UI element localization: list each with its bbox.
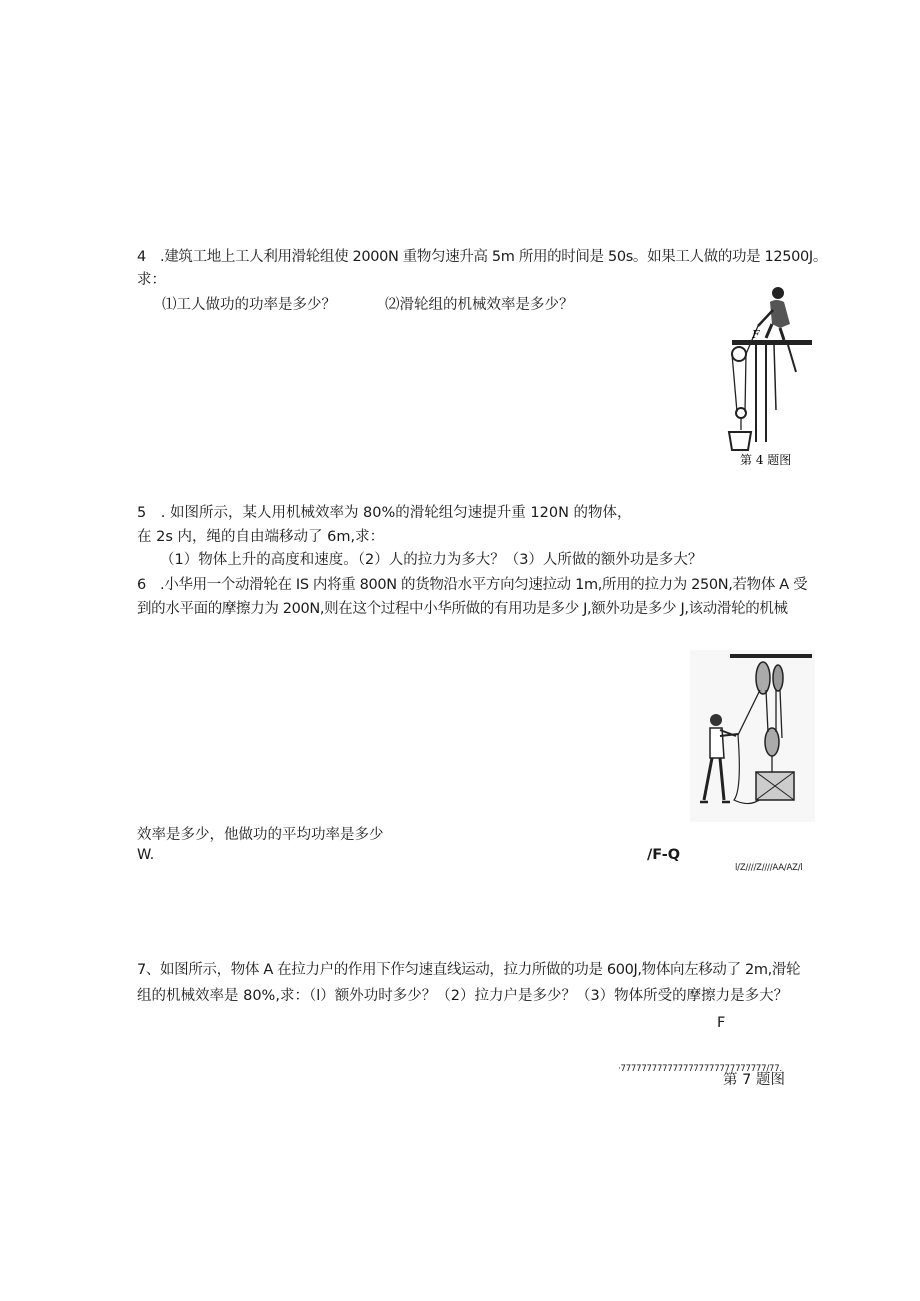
q4-line-2: 求： [137,272,166,288]
q7-line-2: 组的机械效率是 80%,求：（l）额外功时多少？（2）拉力户是多少？（3）物体所受的摩擦力是多大？ [137,988,789,1004]
movable-pulley [765,728,779,756]
q7-line-1: 7、如图所示，物体 A 在拉力户的作用下作匀速直线运动，拉力所做的功是 600J,物体向左移动了 2m,滑轮 [137,962,801,978]
q6-line-3: 效率是多少，他做功的平均功率是多少 [137,827,384,843]
figure-caption: 第 4 题图 [740,453,792,467]
movable-pulley [736,408,746,418]
q7-force-label: F [717,1015,726,1031]
ceiling-beam [730,654,812,658]
scaffold-platform [732,340,812,345]
worker-head [772,287,784,299]
q6-line-1: 6 .小华用一个动滑轮在 IS 内将重 800N 的货物沿水平方向匀速拉动 1m,所用的拉力为 250N,若物体 A 受 [137,577,808,593]
q6-line-2: 到的水平面的摩擦力为 200N,则在这个过程中小华所做的有用功是多少 J,额外功是多少 J,该动滑轮的机械 [137,601,788,617]
q5-line-1: 5 . 如图所示，某人用机械效率为 80%的滑轮组匀速提升重 120N 的物体， [137,505,632,521]
man-head [710,714,722,726]
fixed-pulley [732,347,746,361]
worker-pulley-illustration [718,282,818,472]
q5-line-2: 在 2s 内，绳的自由端移动了 6m,求： [137,529,385,545]
q4-figure [718,282,818,472]
force-label: F [752,328,760,341]
q6-line-4: W. [137,847,155,863]
man-body [710,728,724,758]
fixed-pulley [756,662,770,694]
bucket [729,432,751,450]
q6-figure-label: /F-Q [647,847,681,863]
q6-figure-ground: l/Z////Z////AA/AZ/l [735,863,803,873]
worker-body [770,300,790,328]
q4-sub-question-2: ⑵滑轮组的机械效率是多少？ [385,297,574,313]
q4-line-1: 4 .建筑工地上工人利用滑轮组使 2000N 重物匀速升高 5m 所用的时间是 50s。如果工人做的功是 12500J。 [137,249,827,265]
q6-figure [690,650,815,822]
q7-figure-caption: 第 7 题图 [723,1072,785,1088]
q4-sub-question-1: ⑴工人做功的功率是多少？ [162,297,336,313]
q5-line-3: （1）物体上升的高度和速度。（2）人的拉力为多大？（3）人所做的额外功是多大？ [160,552,703,568]
q7-figure-ground: ·7777777777777777777777777777/77. [618,1064,782,1074]
man-pulling-pulley-illustration [690,650,815,822]
